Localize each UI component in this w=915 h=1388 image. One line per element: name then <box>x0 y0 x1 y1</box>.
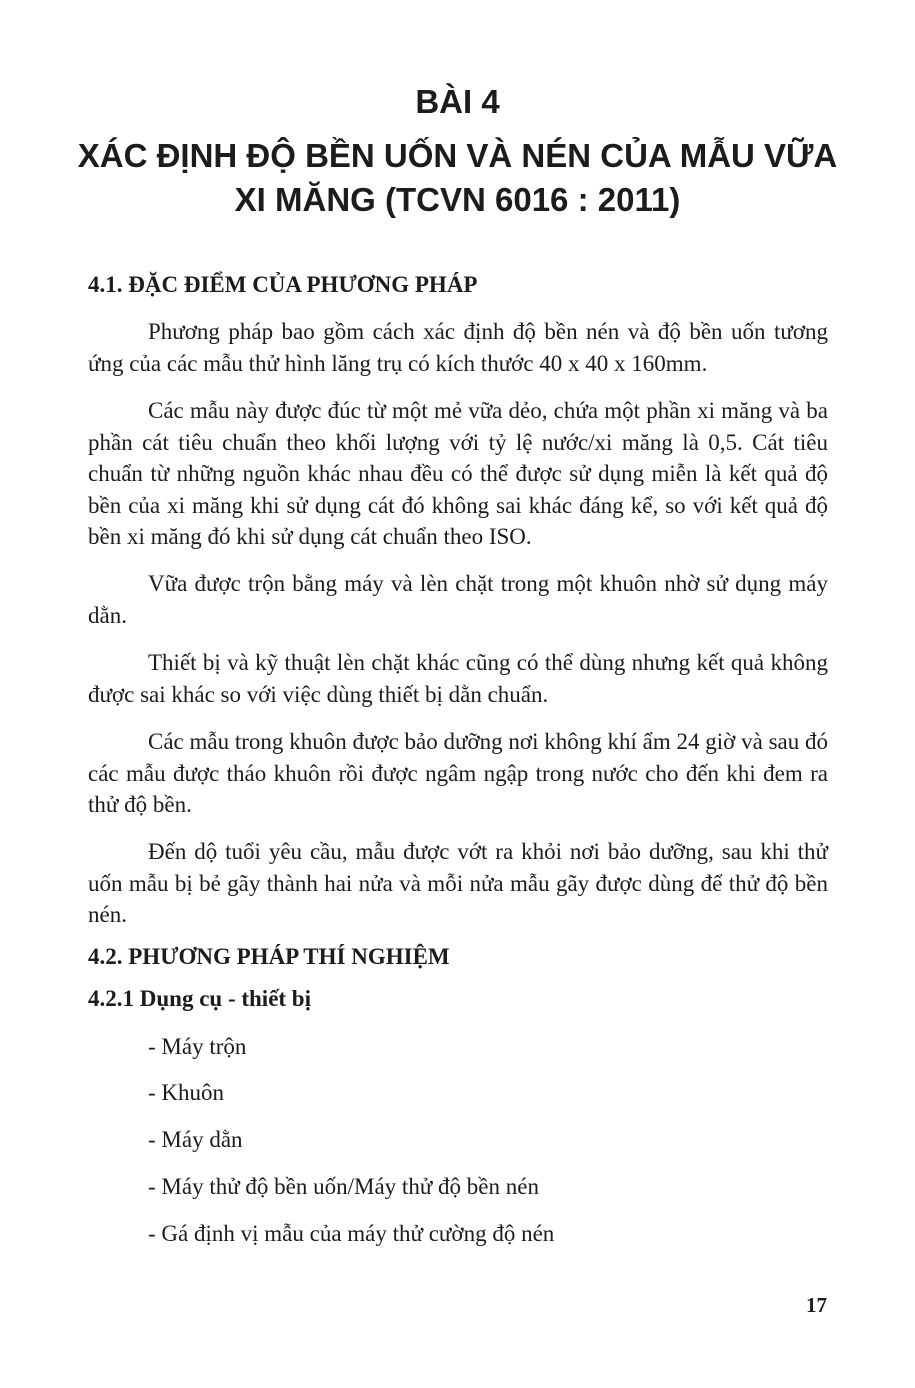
lesson-title <box>60 134 855 222</box>
equipment-list-item: - Máy thử độ bền uốn/Máy thử độ bền nén <box>148 1174 539 1199</box>
equipment-list-item: - Máy trộn <box>148 1034 247 1059</box>
subsection-4-2-1-heading: 4.2.1 Dụng cụ - thiết bị <box>88 986 311 1011</box>
paragraph-curing: Các mẫu trong khuôn được bảo dưỡng nơi không khí ẩm 24 giờ và sau đó các mẫu được tháo khuôn rồi được ngâm ngập trong nước cho đến khi đem ra thử độ bền. <box>88 729 828 817</box>
section-4-2-heading: 4.2. PHƯƠNG PHÁP THÍ NGHIỆM <box>88 944 450 969</box>
paragraph-mixing: Vữa được trộn bằng máy và lèn chặt trong một khuôn nhờ sử dụng máy dằn. <box>88 571 828 628</box>
paragraph-specimen-casting: Các mẫu này được đúc từ một mẻ vữa dẻo, chứa một phần xi măng và ba phần cát tiêu chuẩn theo khối lượng với tỷ lệ nước/xi măng là 0,5. Cát tiêu chuẩn từ những nguồn khác nhau đều có thể được sử dụng miễn là kết quả độ bền của xi măng khi sử dụng cát đó không sai khác đáng kể, so với kết quả độ bền xi măng đó khi sử dụng cát chuẩn theo ISO. <box>88 398 828 549</box>
equipment-list-item: - Khuôn <box>148 1080 225 1105</box>
paragraph-testing: Đến dộ tuổi yêu cầu, mẫu được vớt ra khỏi nơi bảo dưỡng, sau khi thử uốn mẫu bị bẻ gãy thành hai nửa và mỗi nửa mẫu gãy được dùng để thử độ bền nén. <box>88 839 828 927</box>
lesson-number: BÀI 4 <box>415 83 500 120</box>
lesson-title-line-1: XÁC ĐỊNH ĐỘ BỀN UỐN VÀ NÉN CỦA MẪU VỮA <box>77 137 838 174</box>
equipment-list-item: - Gá định vị mẫu của máy thử cường độ nén <box>148 1221 555 1246</box>
page-number: 17 <box>806 1293 827 1317</box>
paragraph-compaction: Thiết bị và kỹ thuật lèn chặt khác cũng có thể dùng nhưng kết quả không được sai khác so với việc dùng thiết bị dằn chuẩn. <box>88 650 828 707</box>
paragraph-method-overview: Phương pháp bao gồm cách xác định độ bền nén và độ bền uốn tương ứng của các mẫu thử hình lăng trụ có kích thước 40 x 40 x 160mm. <box>88 319 828 376</box>
section-4-1-heading: 4.1. ĐẶC ĐIỂM CỦA PHƯƠNG PHÁP <box>88 272 478 297</box>
equipment-list-item: - Máy dằn <box>148 1127 243 1152</box>
lesson-title-line-2: XI MĂNG (TCVN 6016 : 2011) <box>234 181 681 218</box>
